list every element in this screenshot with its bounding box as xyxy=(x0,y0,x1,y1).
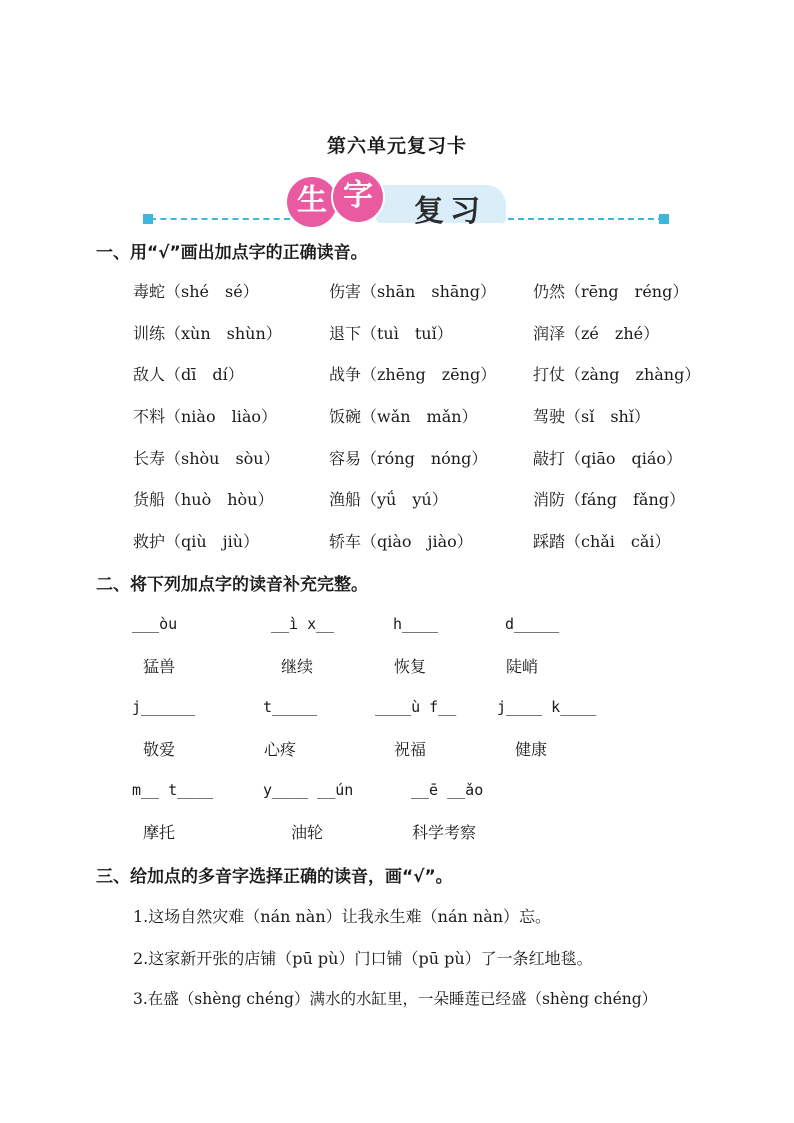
pinyin-item: 驾驶（sǐ shǐ） xyxy=(533,407,650,426)
pinyin-blank: ____ù f__ xyxy=(375,698,457,716)
word-item: 恢复 xyxy=(394,657,427,676)
sentence-item: 3.在盛（shèng chéng）满水的水缸里，一朵睡莲已经盛（shèng chéng） xyxy=(133,990,658,1008)
pinyin-row xyxy=(0,404,794,430)
section3-heading: 三、给加点的多音字选择正确的读音，画“√”。 xyxy=(96,867,453,887)
pinyin-blank: h____ xyxy=(393,615,439,633)
pinyin-blank: j____ k____ xyxy=(497,698,597,716)
pinyin-item: 训练（xùn shùn） xyxy=(133,324,282,343)
banner-label: 复习 xyxy=(414,194,486,229)
pinyin-item: 打仗（zàng zhàng） xyxy=(533,365,701,384)
pinyin-blank: ___òu xyxy=(132,615,178,633)
pinyin-blank: j______ xyxy=(132,698,196,716)
sentence-item: 2.这家新开张的店铺（pū pù）门口铺（pū pù）了一条红地毯。 xyxy=(133,949,593,968)
pinyin-item: 不料（niào liào） xyxy=(133,407,278,426)
section1-heading: 一、用“√”画出加点字的正确读音。 xyxy=(96,243,368,263)
pinyin-blank: d_____ xyxy=(505,615,560,633)
word-item: 敬爱 xyxy=(143,740,176,759)
word-item: 健康 xyxy=(515,740,548,759)
pinyin-item: 轿车（qiào jiào） xyxy=(329,532,473,551)
word-item: 继续 xyxy=(281,657,314,676)
pinyin-blank: t_____ xyxy=(263,698,318,716)
pinyin-row xyxy=(0,487,794,513)
pinyin-item: 毒蛇（shé sé） xyxy=(133,282,259,301)
page-title: 第六单元复习卡 xyxy=(326,135,467,157)
pinyin-row xyxy=(0,446,794,472)
pinyin-blank: m__ t____ xyxy=(132,781,214,799)
pinyin-item: 敌人（dī dí） xyxy=(133,365,244,384)
word-item: 科学考察 xyxy=(412,823,477,842)
pinyin-blank: __ē __ǎo xyxy=(411,781,484,799)
word-item: 摩托 xyxy=(143,823,176,842)
word-item: 猛兽 xyxy=(143,657,176,676)
pinyin-blank: __ì x__ xyxy=(271,615,335,633)
word-item: 陡峭 xyxy=(506,657,539,676)
sentence-item: 1.这场自然灾难（nán nàn）让我永生难（nán nàn）忘。 xyxy=(133,907,552,926)
banner-circle-zi: 字 xyxy=(333,172,383,222)
pinyin-item: 货船（huò hòu） xyxy=(133,490,274,509)
pinyin-row xyxy=(0,321,794,347)
pinyin-item: 伤害（shān shāng） xyxy=(329,282,496,301)
pinyin-item: 仍然（rēng réng） xyxy=(533,282,689,301)
word-item: 祝福 xyxy=(394,740,427,759)
pinyin-item: 长寿（shòu sòu） xyxy=(133,449,280,468)
pinyin-row xyxy=(0,362,794,388)
section2-heading: 二、将下列加点字的读音补充完整。 xyxy=(96,575,368,595)
square-marker-right xyxy=(659,214,669,224)
pinyin-item: 渔船（yǘ yú） xyxy=(329,490,448,509)
pinyin-item: 消防（fáng fǎng） xyxy=(533,490,686,509)
pinyin-item: 容易（róng nóng） xyxy=(329,449,488,468)
square-marker-left xyxy=(143,214,153,224)
pinyin-item: 战争（zhēng zēng） xyxy=(329,365,497,384)
banner-circle-sheng: 生 xyxy=(287,177,337,227)
pinyin-item: 润泽（zé zhé） xyxy=(533,324,660,343)
pinyin-row xyxy=(0,529,794,555)
pinyin-item: 救护（qiù jiù） xyxy=(133,532,260,551)
pinyin-item: 踩踏（chǎi cǎi） xyxy=(533,532,671,551)
pinyin-item: 敲打（qiāo qiáo） xyxy=(533,449,683,468)
pinyin-row xyxy=(0,279,794,305)
dashed-line-left xyxy=(150,218,290,220)
word-item: 心疼 xyxy=(264,740,297,759)
section-banner xyxy=(0,172,794,232)
pinyin-item: 饭碗（wǎn mǎn） xyxy=(329,407,478,426)
pinyin-item: 退下（tuì tuǐ） xyxy=(329,324,453,343)
pinyin-blank: y____ __ún xyxy=(263,781,354,799)
dashed-line-right xyxy=(508,218,664,220)
word-item: 油轮 xyxy=(291,823,324,842)
